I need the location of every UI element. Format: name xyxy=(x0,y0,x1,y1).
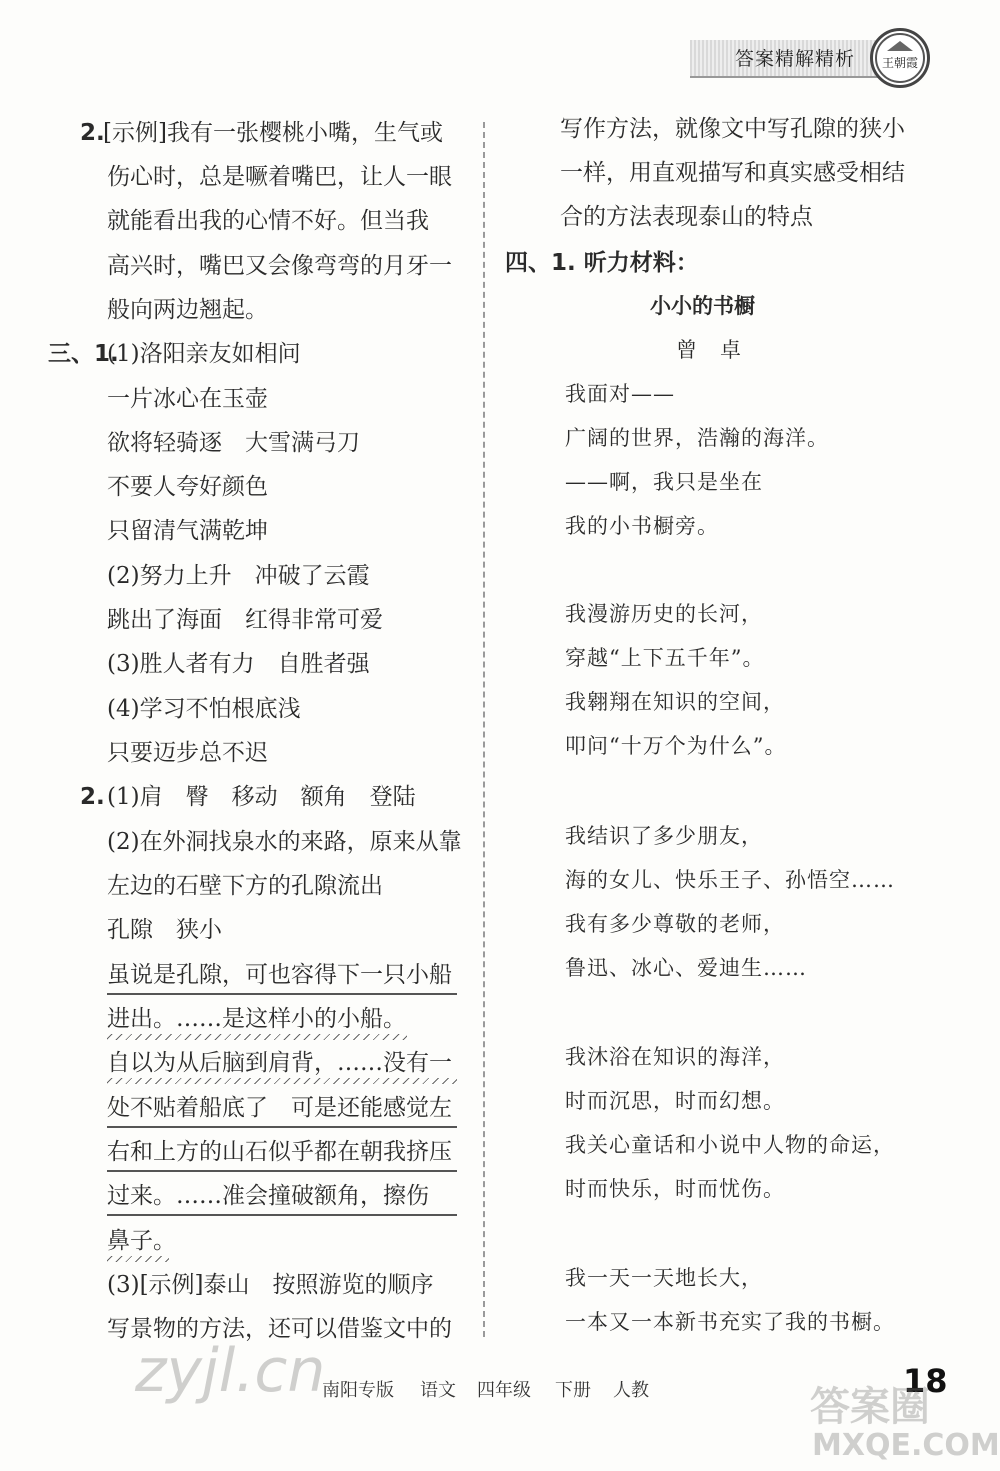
stanza-1-line-3: ——啊，我只是坐在 xyxy=(565,470,763,494)
s3-q2-line-4: 孔隙 狭小 xyxy=(107,917,222,943)
s3-q2-line-5: 虽说是孔隙，可也容得下一只小船 xyxy=(107,962,452,988)
s3-q2-line-9: 右和上方的山石似乎都在朝我挤压 xyxy=(107,1139,452,1165)
stanza-2-line-2: 穿越“上下五千年”。 xyxy=(565,646,765,670)
q2-line-3: 就能看出我的心情不好。但当我 xyxy=(107,208,429,234)
stanza-2-line-3: 我翱翔在知识的空间， xyxy=(565,690,785,714)
s3-q2-line-6: 进出。……是这样小的小船。 xyxy=(107,1006,406,1032)
s3-q2-line-2: (2)在外洞找泉水的来路，原来从靠 xyxy=(107,829,462,855)
stanza-5-line-2: 一本又一本新书充实了我的书橱。 xyxy=(565,1310,895,1334)
footer-publisher: 人教 xyxy=(613,1380,649,1401)
cont-line-2: 一样，用直观描写和真实感受相结 xyxy=(560,160,905,186)
cont-line-1: 写作方法，就像文中写孔隙的狭小 xyxy=(560,116,905,142)
s3-q2-label: 2. xyxy=(80,784,105,810)
s3-q2-line-1: (1)肩 臀 移动 额角 登陆 xyxy=(107,784,416,810)
underline-4 xyxy=(107,1214,457,1216)
s3-q1-line-3: 欲将轻骑逐 大雪满弓刀 xyxy=(107,430,360,456)
footer-volume: 下册 xyxy=(555,1380,591,1401)
watermark-left: zyjl.cn xyxy=(135,1336,326,1406)
cont-line-3: 合的方法表现泰山的特点 xyxy=(560,204,813,230)
s3-q2-line-8: 处不贴着船底了 可是还能感觉左 xyxy=(107,1095,452,1121)
wavy-underline-2 xyxy=(107,1078,457,1084)
stanza-4-line-3: 我关心童话和小说中人物的命运， xyxy=(565,1133,895,1157)
section-4-label: 四、1. 听力材料： xyxy=(505,250,699,276)
s3-q2-line-10: 过来。……准会撞破额角，擦伤 xyxy=(107,1183,429,1209)
stanza-4-line-4: 时而快乐，时而忧伤。 xyxy=(565,1177,785,1201)
footer-grade: 四年级 xyxy=(477,1380,531,1401)
stanza-3-line-2: 海的女儿、快乐王子、孙悟空…… xyxy=(565,868,895,892)
footer-subject: 语文 xyxy=(420,1380,456,1401)
section-3-label: 三、1. xyxy=(48,341,119,367)
s3-q1-line-2: 一片冰心在玉壶 xyxy=(107,386,268,412)
watermark-right-cn: 答案圈 xyxy=(810,1384,930,1430)
q2-line-5: 般向两边翘起。 xyxy=(107,297,268,323)
column-divider xyxy=(483,122,485,1337)
stanza-1-line-4: 我的小书橱旁。 xyxy=(565,514,719,538)
q2-line-1: [示例]我有一张樱桃小嘴，生气或 xyxy=(103,120,443,146)
underline-3 xyxy=(107,1170,457,1172)
stanza-1-line-1: 我面对—— xyxy=(565,382,675,406)
stanza-1-line-2: 广阔的世界，浩瀚的海洋。 xyxy=(565,426,829,450)
stanza-4-line-1: 我沐浴在知识的海洋， xyxy=(565,1045,785,1069)
poem-author: 曾 卓 xyxy=(676,338,742,362)
s3-q2-line-12: (3)[示例]泰山 按照游览的顺序 xyxy=(107,1272,434,1298)
s3-q2-line-7: 自以为从后脑到肩背，……没有一 xyxy=(107,1050,452,1076)
s3-q2-line-3: 左边的石壁下方的孔隙流出 xyxy=(107,873,383,899)
stanza-2-line-4: 叩问“十万个为什么”。 xyxy=(565,734,787,758)
s3-q1-line-6: (2)努力上升 冲破了云霞 xyxy=(107,563,370,589)
s3-q1-line-8: (3)胜人者有力 自胜者强 xyxy=(107,651,370,677)
stanza-3-line-1: 我结识了多少朋友， xyxy=(565,824,763,848)
logo-text: 王朝霞 xyxy=(881,56,919,70)
s3-q2-line-11: 鼻子。 xyxy=(107,1228,176,1254)
s3-q2-line-13: 写景物的方法，还可以借鉴文中的 xyxy=(107,1316,452,1342)
stanza-4-line-2: 时而沉思，时而幻想。 xyxy=(565,1089,785,1113)
q2-line-2: 伤心时，总是噘着嘴巴，让人一眼 xyxy=(107,164,452,190)
header-title: 答案精解精析 xyxy=(735,48,856,70)
s3-q1-line-10: 只要迈步总不迟 xyxy=(107,740,268,766)
publisher-logo xyxy=(870,28,930,88)
stanza-2-line-1: 我漫游历史的长河， xyxy=(565,602,763,626)
underline-1 xyxy=(107,993,457,995)
s3-q1-line-9: (4)学习不怕根底浅 xyxy=(107,696,301,722)
stanza-5-line-1: 我一天一天地长大， xyxy=(565,1266,763,1290)
stanza-3-line-3: 我有多少尊敬的老师， xyxy=(565,912,785,936)
underline-2 xyxy=(107,1126,457,1128)
q2-label: 2. xyxy=(80,120,105,146)
s3-q1-line-7: 跳出了海面 红得非常可爱 xyxy=(107,607,383,633)
poem-title: 小小的书橱 xyxy=(650,294,755,318)
s3-q1-line-4: 不要人夸好颜色 xyxy=(107,474,268,500)
stanza-3-line-4: 鲁迅、冰心、爱迪生…… xyxy=(565,956,807,980)
s3-q1-line-5: 只留清气满乾坤 xyxy=(107,518,268,544)
logo-emblem-icon xyxy=(873,31,927,85)
watermark-right: MXQE.COM xyxy=(812,1428,1000,1463)
wavy-underline-1 xyxy=(107,1034,407,1040)
page-number: 18 xyxy=(903,1362,948,1400)
footer-edition: 南阳专版 xyxy=(322,1380,394,1401)
q2-line-4: 高兴时，嘴巴又会像弯弯的月牙一 xyxy=(107,253,452,279)
wavy-underline-3 xyxy=(107,1256,169,1262)
s3-q1-line-1: (1)洛阳亲友如相问 xyxy=(107,341,301,367)
